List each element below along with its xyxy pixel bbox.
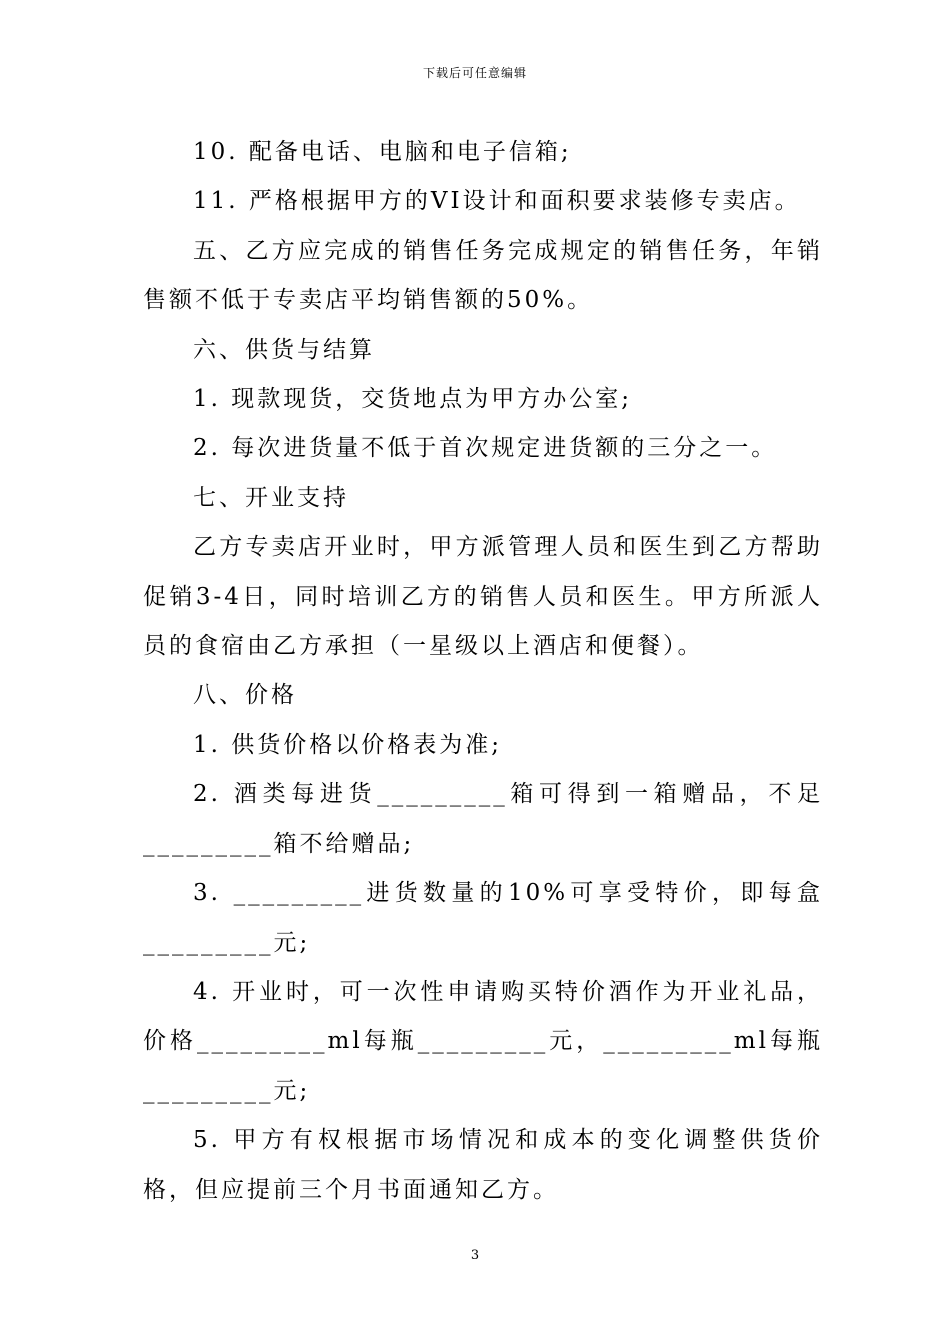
section-8-item-2: 2. 酒类每进货_________箱可得到一箱赠品，不足_________箱不给赠品; bbox=[143, 781, 823, 857]
section-8-item-3: 3. _________进货数量的10%可享受特价，即每盒_________元; bbox=[143, 880, 823, 956]
document-body bbox=[143, 128, 823, 1215]
section-8-item-5: 5. 甲方有权根据市场情况和成本的变化调整供货价格，但应提前三个月书面通知乙方。 bbox=[143, 1127, 823, 1203]
page-header: 下载后可任意编辑 bbox=[422, 66, 527, 80]
paragraph-10: 10. 配备电话、电脑和电子信箱; bbox=[193, 139, 572, 165]
section-6-item-1: 1. 现款现货，交货地点为甲方办公室; bbox=[193, 386, 633, 413]
section-7-body: 乙方专卖店开业时，甲方派管理人员和医生到乙方帮助促销3-4日，同时培训乙方的销售人员和医生。甲方所派人员的食宿由乙方承担（一星级以上酒店和便餐）。 bbox=[143, 534, 823, 660]
section-5-sales-task: 五、乙方应完成的销售任务完成规定的销售任务，年销售额不低于专卖店平均销售额的50%。 bbox=[143, 237, 823, 314]
page-number: 3 bbox=[470, 1248, 480, 1263]
section-8-heading: 八、价格 bbox=[193, 682, 297, 709]
section-6-item-2: 2. 每次进货量不低于首次规定进货额的三分之一。 bbox=[193, 435, 778, 462]
section-6-heading: 六、供货与结算 bbox=[193, 336, 375, 363]
paragraph-11: 11. 严格根据甲方的VI设计和面积要求装修专卖店。 bbox=[193, 188, 801, 215]
section-7-heading: 七、开业支持 bbox=[193, 484, 349, 511]
section-8-item-1: 1. 供货价格以价格表为准; bbox=[193, 731, 503, 758]
section-8-item-4: 4. 开业时，可一次性申请购买特价酒作为开业礼品，价格_________ml每瓶_________元，_________ml每瓶_________元; bbox=[143, 978, 823, 1104]
